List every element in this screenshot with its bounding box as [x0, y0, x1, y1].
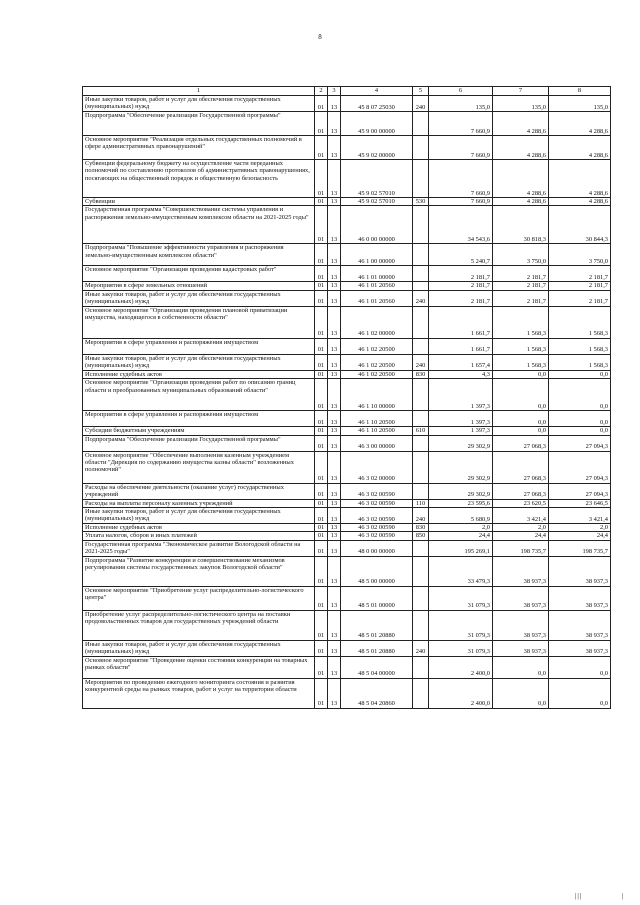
amount-year-3: 1 568,3 [549, 306, 611, 338]
table-row [83, 499, 611, 507]
subsection-code: 13 [328, 411, 341, 427]
amount-year-2: 2,0 [493, 524, 549, 532]
amount-year-1: 33 479,3 [429, 556, 493, 586]
target-article-code: 48 0 00 00000 [341, 540, 413, 556]
section-code: 01 [315, 282, 328, 290]
target-article-code: 46 1 00 00000 [341, 244, 413, 266]
subsection-code: 13 [328, 96, 341, 112]
amount-year-3: 0,0 [549, 427, 611, 435]
section-code: 01 [315, 532, 328, 540]
amount-year-1: 7 660,9 [429, 112, 493, 136]
amount-year-2: 38 937,3 [493, 586, 549, 610]
expense-type-code [413, 411, 429, 427]
section-code: 01 [315, 427, 328, 435]
item-name: Основное мероприятие "Организация проведения плановой приватизации имущества, находящегося в собственности области" [83, 306, 315, 338]
table-row [83, 96, 611, 112]
expense-type-code [413, 656, 429, 678]
amount-year-1: 2 400,0 [429, 656, 493, 678]
amount-year-1: 31 079,3 [429, 586, 493, 610]
table-row [83, 206, 611, 244]
amount-year-1: 5 680,9 [429, 508, 493, 524]
amount-year-3: 0,0 [549, 678, 611, 708]
subsection-code: 13 [328, 499, 341, 507]
amount-year-3: 2 181,7 [549, 266, 611, 282]
item-name: Расходы на обеспечение деятельности (оказание услуг) государственных учреждений [83, 483, 315, 499]
expense-type-code [413, 540, 429, 556]
item-name: Иные закупки товаров, работ и услуг для обеспечения государственных (муниципальных) нужд [83, 354, 315, 370]
amount-year-3: 135,0 [549, 96, 611, 112]
expense-type-code [413, 244, 429, 266]
subsection-code: 13 [328, 244, 341, 266]
expense-type-code [413, 483, 429, 499]
expense-type-code [413, 160, 429, 198]
amount-year-3: 27 094,3 [549, 483, 611, 499]
amount-year-1: 2 181,7 [429, 266, 493, 282]
amount-year-2: 0,0 [493, 427, 549, 435]
item-name: Подпрограмма "Развитие конкуренции и совершенствование механизмов регулирования системы государственных закупок Вологодской области" [83, 556, 315, 586]
amount-year-2: 38 937,3 [493, 640, 549, 656]
amount-year-2: 4 288,6 [493, 136, 549, 160]
target-article-code: 46 3 02 00590 [341, 508, 413, 524]
target-article-code: 46 3 02 00590 [341, 499, 413, 507]
table-row [83, 160, 611, 198]
header-cell: 6 [429, 87, 493, 96]
section-code: 01 [315, 586, 328, 610]
table-row [83, 451, 611, 483]
table-row [83, 338, 611, 354]
item-name: Исполнение судебных актов [83, 370, 315, 378]
amount-year-2: 4 288,6 [493, 160, 549, 198]
item-name: Исполнение судебных актов [83, 524, 315, 532]
amount-year-1: 7 660,9 [429, 160, 493, 198]
expense-type-code: 610 [413, 427, 429, 435]
subsection-code: 13 [328, 610, 341, 640]
expense-type-code [413, 435, 429, 451]
amount-year-1: 1 397,3 [429, 427, 493, 435]
amount-year-3: 24,4 [549, 532, 611, 540]
subsection-code: 13 [328, 266, 341, 282]
table-row [83, 282, 611, 290]
target-article-code: 48 5 04 00000 [341, 656, 413, 678]
section-code: 01 [315, 540, 328, 556]
page-number: 8 [318, 33, 322, 41]
expense-type-code: 110 [413, 499, 429, 507]
expense-type-code [413, 112, 429, 136]
subsection-code: 13 [328, 379, 341, 411]
subsection-code: 13 [328, 206, 341, 244]
amount-year-3: 2,0 [549, 524, 611, 532]
item-name: Основное мероприятие "Проведение оценки состояния конкуренции на товарных рынках области" [83, 656, 315, 678]
target-article-code: 48 5 01 00000 [341, 586, 413, 610]
item-name: Мероприятия в сфере земельных отношений [83, 282, 315, 290]
subsection-code: 13 [328, 435, 341, 451]
amount-year-2: 2 181,7 [493, 266, 549, 282]
amount-year-1: 1 657,4 [429, 354, 493, 370]
section-code: 01 [315, 499, 328, 507]
amount-year-3: 38 937,3 [549, 610, 611, 640]
section-code: 01 [315, 290, 328, 306]
target-article-code: 46 1 01 00000 [341, 266, 413, 282]
amount-year-2: 2 181,7 [493, 282, 549, 290]
expense-type-code: 240 [413, 354, 429, 370]
table-row [83, 656, 611, 678]
amount-year-2: 38 937,3 [493, 610, 549, 640]
table-row [83, 306, 611, 338]
subsection-code: 13 [328, 338, 341, 354]
amount-year-2: 0,0 [493, 678, 549, 708]
amount-year-2: 3 750,0 [493, 244, 549, 266]
amount-year-1: 1 397,3 [429, 411, 493, 427]
item-name: Иные закупки товаров, работ и услуг для обеспечения государственных (муниципальных) нужд [83, 640, 315, 656]
item-name: Основное мероприятие "Реализация отдельных государственных полномочий в сфере административных правонарушений" [83, 136, 315, 160]
section-code: 01 [315, 136, 328, 160]
amount-year-1: 31 079,3 [429, 610, 493, 640]
amount-year-3: 27 094,3 [549, 451, 611, 483]
amount-year-3: 0,0 [549, 656, 611, 678]
subsection-code: 13 [328, 282, 341, 290]
header-cell: 1 [83, 87, 315, 96]
table-row [83, 136, 611, 160]
table-row [83, 586, 611, 610]
amount-year-3: 3 750,0 [549, 244, 611, 266]
amount-year-1: 31 079,3 [429, 640, 493, 656]
expense-type-code: 830 [413, 370, 429, 378]
target-article-code: 46 1 01 20560 [341, 290, 413, 306]
amount-year-2: 0,0 [493, 370, 549, 378]
amount-year-1: 2 400,0 [429, 678, 493, 708]
subsection-code: 13 [328, 556, 341, 586]
amount-year-3: 2 181,7 [549, 290, 611, 306]
target-article-code: 46 1 02 00000 [341, 306, 413, 338]
amount-year-1: 24,4 [429, 532, 493, 540]
expense-type-code [413, 266, 429, 282]
amount-year-3: 23 646,5 [549, 499, 611, 507]
amount-year-1: 135,0 [429, 96, 493, 112]
table-row [83, 266, 611, 282]
amount-year-2: 38 937,3 [493, 556, 549, 586]
item-name: Мероприятия по проведению ежегодного мониторинга состояния и развития конкурентной среды на рынках товаров, работ и услуг на территории области [83, 678, 315, 708]
amount-year-2: 4 288,6 [493, 198, 549, 206]
item-name: Подпрограмма "Обеспечение реализации Государственной программы" [83, 435, 315, 451]
item-name: Основное мероприятие "Обеспечение выполнения казенным учреждением области "Дирекция по содержанию имущества казны области" возложенных полномочий" [83, 451, 315, 483]
table-row [83, 198, 611, 206]
target-article-code: 45 9 00 00000 [341, 112, 413, 136]
budget-table [82, 86, 611, 709]
amount-year-3: 27 094,3 [549, 435, 611, 451]
header-row [83, 87, 611, 96]
section-code: 01 [315, 656, 328, 678]
target-article-code: 48 5 01 20880 [341, 640, 413, 656]
item-name: Расходы на выплаты персоналу казенных учреждений [83, 499, 315, 507]
subsection-code: 13 [328, 532, 341, 540]
expense-type-code: 240 [413, 290, 429, 306]
item-name: Основное мероприятие "Приобретение услуг распределительно-логистического центра" [83, 586, 315, 610]
target-article-code: 45 9 02 00000 [341, 136, 413, 160]
item-name: Государственная программа "Экономическое развитие Вологодской области на 2021-2025 годы" [83, 540, 315, 556]
subsection-code: 13 [328, 198, 341, 206]
table-row [83, 640, 611, 656]
table-row [83, 354, 611, 370]
table-row [83, 556, 611, 586]
amount-year-3: 2 181,7 [549, 282, 611, 290]
target-article-code: 48 5 01 20880 [341, 610, 413, 640]
amount-year-1: 5 240,7 [429, 244, 493, 266]
expense-type-code [413, 306, 429, 338]
item-name: Субвенции федеральному бюджету на осуществление части переданных полномочий по составлению протоколов об административных правонарушениях, посягающих на общественный порядок и общественную безопасность [83, 160, 315, 198]
subsection-code: 13 [328, 451, 341, 483]
subsection-code: 13 [328, 306, 341, 338]
table-row [83, 483, 611, 499]
table-row [83, 532, 611, 540]
amount-year-2: 1 568,3 [493, 354, 549, 370]
table-row [83, 411, 611, 427]
amount-year-1: 7 660,9 [429, 198, 493, 206]
table-row [83, 244, 611, 266]
amount-year-2: 4 288,6 [493, 112, 549, 136]
amount-year-1: 29 302,9 [429, 483, 493, 499]
section-code: 01 [315, 508, 328, 524]
subsection-code: 13 [328, 354, 341, 370]
expense-type-code [413, 556, 429, 586]
section-code: 01 [315, 483, 328, 499]
amount-year-3: 4 288,6 [549, 198, 611, 206]
amount-year-3: 4 288,6 [549, 136, 611, 160]
target-article-code: 46 3 00 00000 [341, 435, 413, 451]
amount-year-2: 27 068,3 [493, 435, 549, 451]
subsection-code: 13 [328, 524, 341, 532]
target-article-code: 45 8 07 25030 [341, 96, 413, 112]
section-code: 01 [315, 556, 328, 586]
target-article-code: 45 9 02 57010 [341, 160, 413, 198]
header-cell: 2 [315, 87, 328, 96]
section-code: 01 [315, 160, 328, 198]
amount-year-3: 3 421,4 [549, 508, 611, 524]
amount-year-3: 38 937,3 [549, 640, 611, 656]
subsection-code: 13 [328, 290, 341, 306]
subsection-code: 13 [328, 136, 341, 160]
table-row [83, 379, 611, 411]
subsection-code: 13 [328, 427, 341, 435]
section-code: 01 [315, 198, 328, 206]
amount-year-3: 30 844,3 [549, 206, 611, 244]
header-cell: 3 [328, 87, 341, 96]
table-row [83, 524, 611, 532]
target-article-code: 46 1 01 20560 [341, 282, 413, 290]
expense-type-code [413, 206, 429, 244]
expense-type-code: 240 [413, 640, 429, 656]
budget-table-wrapper [82, 86, 610, 709]
item-name: Основное мероприятие "Организация проведения работ по описанию границ области и преобразованных муниципальных образований области" [83, 379, 315, 411]
amount-year-1: 29 302,9 [429, 435, 493, 451]
table-row [83, 290, 611, 306]
target-article-code: 46 3 02 00590 [341, 532, 413, 540]
amount-year-3: 38 937,3 [549, 586, 611, 610]
item-name: Иные закупки товаров, работ и услуг для обеспечения государственных (муниципальных) нужд [83, 290, 315, 306]
subsection-code: 13 [328, 370, 341, 378]
target-article-code: 46 1 10 20500 [341, 427, 413, 435]
section-code: 01 [315, 338, 328, 354]
amount-year-3: 198 735,7 [549, 540, 611, 556]
amount-year-2: 23 620,5 [493, 499, 549, 507]
item-name: Субсидии бюджетным учреждениям [83, 427, 315, 435]
section-code: 01 [315, 370, 328, 378]
table-row [83, 112, 611, 136]
amount-year-1: 1 397,3 [429, 379, 493, 411]
header-cell: 7 [493, 87, 549, 96]
target-article-code: 46 0 00 00000 [341, 206, 413, 244]
item-name: Уплата налогов, сборов и иных платежей [83, 532, 315, 540]
amount-year-1: 34 543,6 [429, 206, 493, 244]
section-code: 01 [315, 379, 328, 411]
item-name: Подпрограмма "Обеспечение реализации Государственной программы" [83, 112, 315, 136]
footer-mark: ||| [575, 892, 583, 900]
item-name: Иные закупки товаров, работ и услуг для обеспечения государственных (муниципальных) нужд [83, 508, 315, 524]
amount-year-1: 2 181,7 [429, 290, 493, 306]
table-row [83, 435, 611, 451]
amount-year-2: 198 735,7 [493, 540, 549, 556]
amount-year-3: 0,0 [549, 370, 611, 378]
target-article-code: 48 5 00 00000 [341, 556, 413, 586]
subsection-code: 13 [328, 640, 341, 656]
amount-year-3: 4 288,6 [549, 112, 611, 136]
subsection-code: 13 [328, 656, 341, 678]
expense-type-code [413, 379, 429, 411]
item-name: Приобретение услуг распределительно-логистического центра на поставки продовольственных товаров для государственных учреждений области [83, 610, 315, 640]
target-article-code: 46 1 02 20500 [341, 370, 413, 378]
subsection-code: 13 [328, 678, 341, 708]
amount-year-3: 1 568,3 [549, 354, 611, 370]
subsection-code: 13 [328, 112, 341, 136]
expense-type-code [413, 338, 429, 354]
section-code: 01 [315, 435, 328, 451]
amount-year-1: 195 269,1 [429, 540, 493, 556]
amount-year-2: 0,0 [493, 411, 549, 427]
amount-year-2: 2 181,7 [493, 290, 549, 306]
amount-year-1: 29 302,9 [429, 451, 493, 483]
target-article-code: 45 9 02 57010 [341, 198, 413, 206]
section-code: 01 [315, 524, 328, 532]
amount-year-2: 1 568,3 [493, 338, 549, 354]
section-code: 01 [315, 678, 328, 708]
header-cell: 8 [549, 87, 611, 96]
target-article-code: 46 1 10 20500 [341, 411, 413, 427]
target-article-code: 48 5 04 20860 [341, 678, 413, 708]
table-row [83, 540, 611, 556]
amount-year-1: 2,0 [429, 524, 493, 532]
expense-type-code: 530 [413, 198, 429, 206]
target-article-code: 46 3 02 00590 [341, 524, 413, 532]
section-code: 01 [315, 266, 328, 282]
item-name: Государственная программа "Совершенствование системы управления и распоряжения земельно-имущественным комплексом области на 2021-2025 годы" [83, 206, 315, 244]
subsection-code: 13 [328, 483, 341, 499]
expense-type-code: 240 [413, 96, 429, 112]
section-code: 01 [315, 451, 328, 483]
section-code: 01 [315, 306, 328, 338]
amount-year-2: 24,4 [493, 532, 549, 540]
subsection-code: 13 [328, 586, 341, 610]
amount-year-1: 2 181,7 [429, 282, 493, 290]
expense-type-code [413, 610, 429, 640]
amount-year-2: 0,0 [493, 656, 549, 678]
section-code: 01 [315, 411, 328, 427]
expense-type-code: 850 [413, 532, 429, 540]
section-code: 01 [315, 244, 328, 266]
amount-year-1: 1 661,7 [429, 306, 493, 338]
amount-year-3: 0,0 [549, 411, 611, 427]
item-name: Мероприятия в сфере управления и распоряжения имуществом [83, 338, 315, 354]
header-cell: 4 [341, 87, 413, 96]
target-article-code: 46 1 10 00000 [341, 379, 413, 411]
table-row [83, 678, 611, 708]
item-name: Иные закупки товаров, работ и услуг для обеспечения государственных (муниципальных) нужд [83, 96, 315, 112]
amount-year-1: 4,3 [429, 370, 493, 378]
table-row [83, 610, 611, 640]
subsection-code: 13 [328, 160, 341, 198]
section-code: 01 [315, 640, 328, 656]
item-name: Мероприятия в сфере управления и распоряжения имуществом [83, 411, 315, 427]
target-article-code: 46 3 02 00590 [341, 483, 413, 499]
expense-type-code [413, 451, 429, 483]
expense-type-code [413, 136, 429, 160]
table-row [83, 370, 611, 378]
amount-year-3: 4 288,6 [549, 160, 611, 198]
target-article-code: 46 1 02 20500 [341, 354, 413, 370]
expense-type-code [413, 678, 429, 708]
amount-year-2: 3 421,4 [493, 508, 549, 524]
expense-type-code [413, 282, 429, 290]
amount-year-2: 135,0 [493, 96, 549, 112]
table-row [83, 427, 611, 435]
section-code: 01 [315, 112, 328, 136]
target-article-code: 46 1 02 20500 [341, 338, 413, 354]
amount-year-3: 0,0 [549, 379, 611, 411]
header-cell: 5 [413, 87, 429, 96]
amount-year-2: 1 568,3 [493, 306, 549, 338]
amount-year-1: 1 661,7 [429, 338, 493, 354]
target-article-code: 46 3 02 00000 [341, 451, 413, 483]
amount-year-3: 1 568,3 [549, 338, 611, 354]
subsection-code: 13 [328, 540, 341, 556]
amount-year-2: 27 068,3 [493, 483, 549, 499]
subsection-code: 13 [328, 508, 341, 524]
table-row [83, 508, 611, 524]
section-code: 01 [315, 206, 328, 244]
item-name: Основное мероприятие "Организация проведения кадастровых работ" [83, 266, 315, 282]
expense-type-code: 240 [413, 508, 429, 524]
item-name: Подпрограмма "Повышение эффективности управления и распоряжения земельно-имущественным комплексом области" [83, 244, 315, 266]
amount-year-2: 27 068,3 [493, 451, 549, 483]
item-name: Субвенции [83, 198, 315, 206]
amount-year-2: 0,0 [493, 379, 549, 411]
expense-type-code [413, 586, 429, 610]
section-code: 01 [315, 354, 328, 370]
amount-year-2: 30 818,3 [493, 206, 549, 244]
footer-mark-right: | [622, 892, 624, 900]
section-code: 01 [315, 610, 328, 640]
expense-type-code: 830 [413, 524, 429, 532]
amount-year-3: 38 937,3 [549, 556, 611, 586]
section-code: 01 [315, 96, 328, 112]
amount-year-1: 7 660,9 [429, 136, 493, 160]
amount-year-1: 23 595,6 [429, 499, 493, 507]
